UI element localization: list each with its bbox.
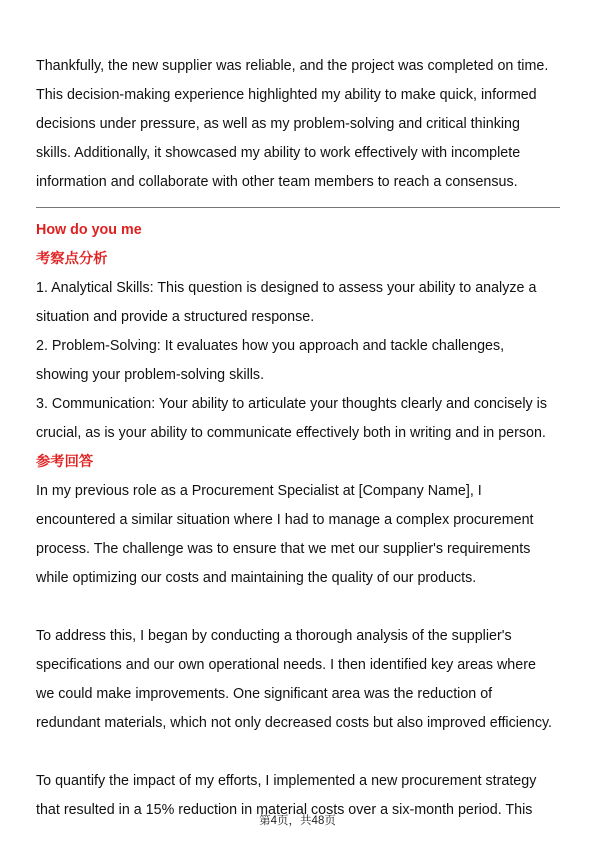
- text-line: information and collaborate with other team members to reach a consensus.: [36, 174, 518, 190]
- text-line: Thankfully, the new supplier was reliable, and the project was completed on time.: [36, 58, 549, 74]
- answer-heading: 参考回答: [36, 454, 94, 470]
- text-line: redundant materials, which not only decreased costs but also improved efficiency.: [36, 715, 553, 731]
- text-line: encountered a similar situation where I had to manage a complex procurement: [36, 512, 534, 528]
- text-line: situation and provide a structured response.: [36, 309, 315, 325]
- text-line: To address this, I began by conducting a thorough analysis of the supplier's: [36, 628, 512, 644]
- text-line: 2. Problem-Solving: It evaluates how you approach and tackle challenges,: [36, 338, 505, 354]
- answer-paragraph-2: [36, 622, 560, 738]
- answer-paragraph-1: [36, 477, 560, 593]
- text-line: To quantify the impact of my efforts, I implemented a new procurement strategy: [36, 773, 537, 789]
- text-line: we could make improvements. One significant area was the reduction of: [36, 686, 493, 702]
- text-line: In my previous role as a Procurement Specialist at [Company Name], I: [36, 483, 482, 499]
- text-line: while optimizing our costs and maintaining the quality of our products.: [36, 570, 477, 586]
- text-line: crucial, as is your ability to communicate effectively both in writing and in person.: [36, 425, 546, 441]
- analysis-list: [36, 274, 560, 448]
- text-line: This decision-making experience highlighted my ability to make quick, informed: [36, 87, 537, 103]
- intro-paragraph: [36, 52, 560, 197]
- text-line: decisions under pressure, as well as my problem-solving and critical thinking: [36, 116, 520, 132]
- text-line: showing your problem-solving skills.: [36, 367, 265, 383]
- page-number-footer: 第4页，共48页: [259, 815, 336, 827]
- text-line: 1. Analytical Skills: This question is designed to assess your ability to analyze a: [36, 280, 537, 296]
- question-title: How do you me: [36, 222, 142, 238]
- text-line: that resulted in a 15% reduction in material costs over a six-month period. This: [36, 802, 533, 818]
- document-page: [36, 52, 560, 825]
- analysis-heading: 考察点分析: [36, 251, 108, 267]
- text-line: process. The challenge was to ensure that we met our supplier's requirements: [36, 541, 531, 557]
- paragraph-gap: [36, 593, 560, 622]
- section-divider: [36, 207, 560, 208]
- text-line: specifications and our own operational needs. I then identified key areas where: [36, 657, 536, 673]
- text-line: skills. Additionally, it showcased my ability to work effectively with incomplete: [36, 145, 521, 161]
- text-line: 3. Communication: Your ability to articulate your thoughts clearly and concisely is: [36, 396, 547, 412]
- paragraph-gap: [36, 738, 560, 767]
